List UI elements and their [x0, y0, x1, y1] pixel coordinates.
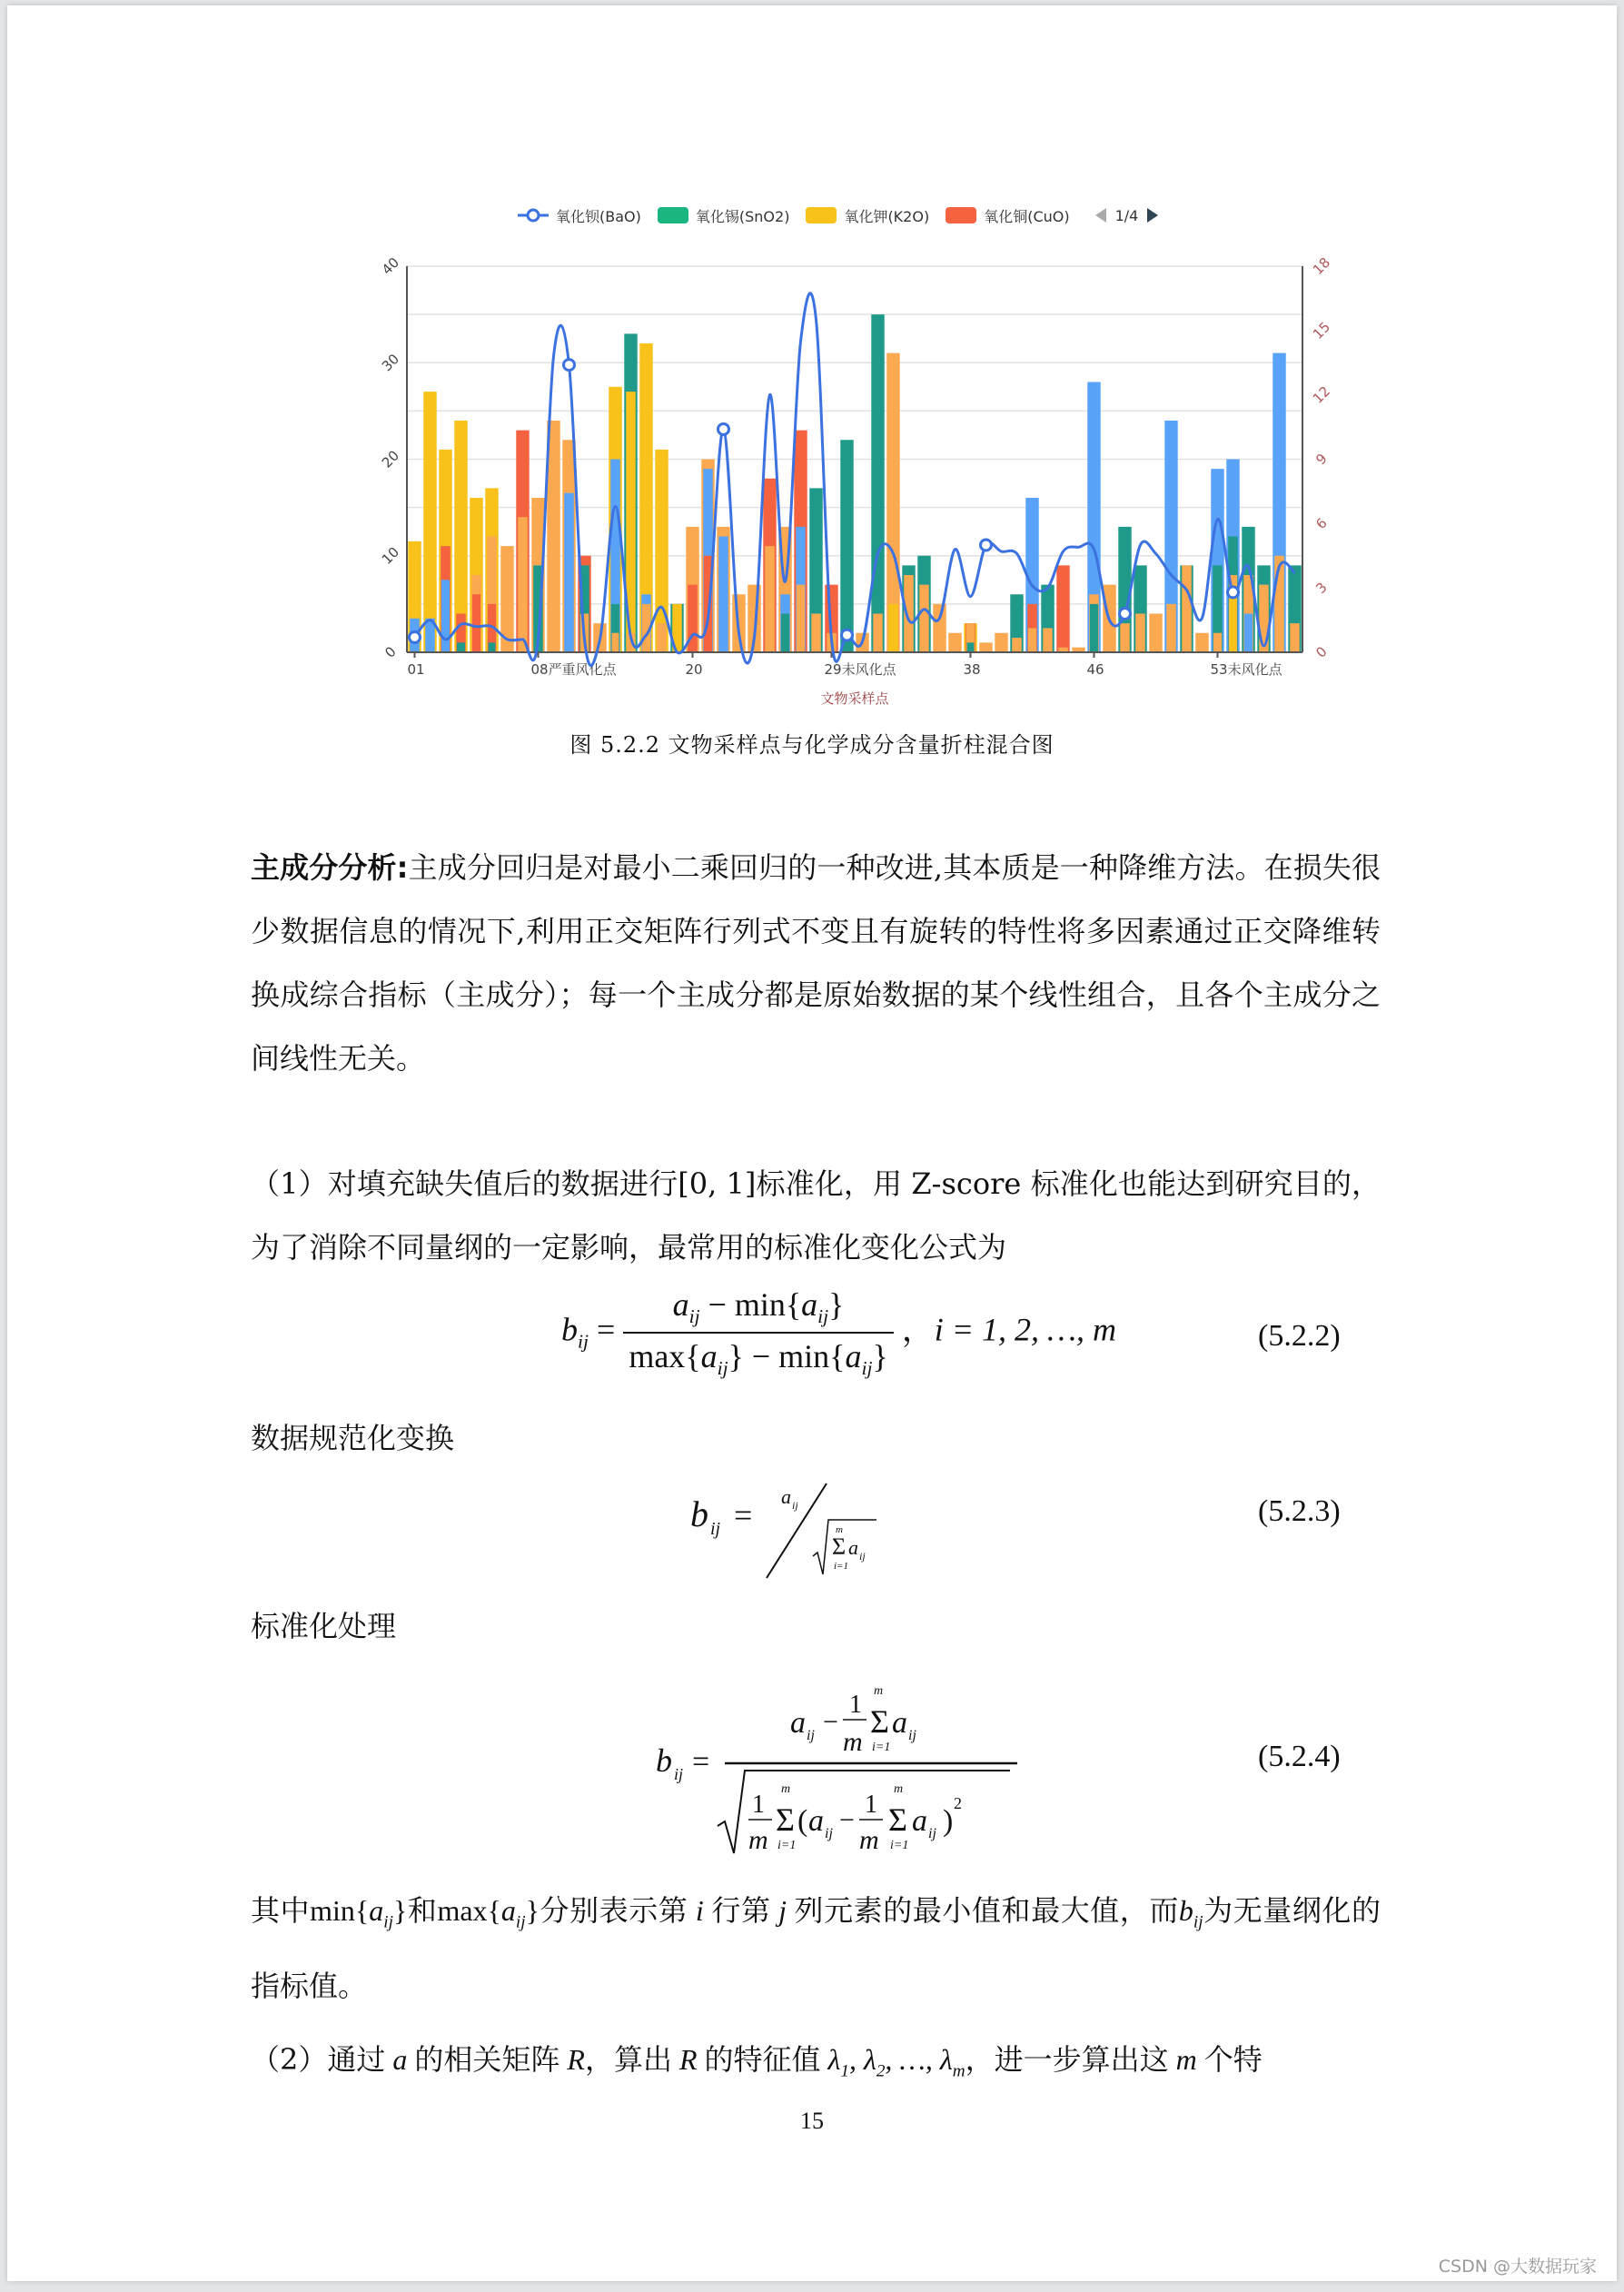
svg-text:1: 1 — [752, 1791, 765, 1819]
paragraph-minmax-explain: 其中$\min\{a_{ij}\}$和$\max\{a_{ij}\}$分别表示第 i 行第 j 列元素的最小值和最大值，而$b_{ij}$为无量纲化的指标值。 — [251, 1893, 1381, 2004]
svg-text:1: 1 — [865, 1791, 877, 1819]
line-marker[interactable] — [1228, 587, 1239, 598]
right-tick-label: 15 — [1309, 318, 1334, 342]
right-tick-label: 12 — [1309, 382, 1334, 407]
svg-text:2: 2 — [954, 1794, 962, 1812]
text: （2）通过 — [251, 2042, 386, 2077]
legend-label: 氧化钡(BaO) — [556, 207, 641, 225]
right-tick-label: 0 — [1312, 643, 1331, 661]
svg-text:): ) — [943, 1804, 954, 1838]
svg-text:a: a — [912, 1804, 927, 1838]
equation-5-2-3 — [690, 1476, 899, 1593]
bar[interactable] — [765, 546, 775, 652]
svg-text:m: m — [836, 1524, 843, 1535]
bar[interactable] — [1135, 614, 1145, 653]
bar[interactable] — [564, 493, 574, 652]
svg-text:ij: ij — [674, 1765, 684, 1783]
line-marker[interactable] — [718, 423, 729, 434]
text: ，算出 — [584, 2042, 672, 2077]
left-tick-label: 40 — [378, 253, 403, 279]
text: 列元素的最小值和最大值，而 — [794, 1893, 1179, 1928]
equation-5-2-4 — [654, 1676, 1035, 1866]
svg-text:b: b — [656, 1742, 672, 1779]
bar[interactable] — [873, 614, 883, 653]
text: ，进一步算出这 — [965, 2042, 1169, 2077]
bao-line[interactable] — [415, 293, 1295, 666]
right-tick-label: 18 — [1309, 253, 1334, 279]
bar[interactable] — [1182, 565, 1192, 652]
svg-text:b: b — [690, 1493, 708, 1534]
svg-text:=: = — [692, 1745, 710, 1779]
legend-label: 氧化锡(SnO2) — [695, 207, 790, 225]
paragraph-step2: （2）通过 a 的相关矩阵 R，算出 R 的特征值 $\lambda_1$, $\lambda_2$, …, $\lambda_m$，进一步算出这 m 个特 — [251, 2042, 1263, 2081]
bar[interactable] — [1195, 633, 1208, 652]
svg-text:Σ: Σ — [870, 1703, 889, 1740]
bar[interactable] — [888, 604, 898, 652]
svg-text:a: a — [848, 1536, 858, 1559]
legend-label: 氧化铜(CuO) — [984, 207, 1070, 225]
x-tick-label: 20 — [685, 661, 703, 678]
svg-text:i=1: i=1 — [890, 1839, 909, 1852]
eq-number: (5.2.3) — [1258, 1494, 1341, 1528]
svg-text:i=1: i=1 — [834, 1561, 848, 1572]
svg-text:ij: ij — [807, 1728, 815, 1743]
svg-text:ij: ij — [792, 1499, 798, 1512]
bar[interactable] — [1166, 604, 1176, 652]
svg-text:a: a — [892, 1706, 907, 1740]
svg-text:ij: ij — [908, 1728, 916, 1743]
bar[interactable] — [423, 392, 436, 652]
line-marker[interactable] — [981, 540, 992, 551]
left-tick-label: 20 — [378, 447, 403, 471]
eq-5-2-3-graphic — [690, 1476, 899, 1585]
bar[interactable] — [979, 642, 992, 652]
bar[interactable] — [871, 314, 884, 652]
step1-text: （1）对填充缺失值后的数据进行[0, 1]标准化，用 Z-score 标准化也能达到研究目的，为了消除不同量纲的一定影响，最常用的标准化变化公式为 — [251, 1166, 1381, 1265]
text: 和 — [407, 1893, 438, 1928]
bar[interactable] — [781, 614, 789, 653]
text: 行第 — [711, 1893, 771, 1928]
bar[interactable] — [1090, 604, 1098, 652]
svg-text:Σ: Σ — [888, 1801, 907, 1838]
bar[interactable] — [1120, 623, 1130, 652]
paragraph-pca — [251, 836, 1381, 1090]
bar[interactable] — [811, 614, 821, 653]
bar[interactable] — [948, 633, 961, 652]
svg-text:ij: ij — [859, 1550, 866, 1563]
pca-heading: 主成分分析: — [251, 850, 409, 885]
bar[interactable] — [1028, 628, 1036, 652]
text: 为无量纲化的指标值。 — [251, 1893, 1381, 2004]
svg-text:i=1: i=1 — [777, 1839, 797, 1852]
text: 个特 — [1203, 2042, 1263, 2077]
line-marker[interactable] — [1120, 609, 1131, 620]
bar[interactable] — [657, 623, 667, 652]
bar[interactable] — [718, 537, 728, 653]
svg-text:ij: ij — [928, 1826, 936, 1841]
x-tick-label: 01 — [407, 661, 425, 678]
bar[interactable] — [1149, 614, 1162, 653]
bar[interactable] — [967, 642, 975, 652]
bar[interactable] — [840, 440, 853, 652]
bar[interactable] — [457, 642, 465, 652]
bar[interactable] — [1244, 614, 1253, 653]
page-number: 15 — [800, 2108, 824, 2134]
svg-text:a: a — [808, 1804, 824, 1838]
svg-text:m: m — [843, 1727, 863, 1757]
x-tick-label: 29未风化点 — [824, 661, 896, 678]
x-tick-label: 08严重风化点 — [530, 661, 617, 678]
paragraph-step1 — [251, 1152, 1381, 1279]
left-tick-label: 30 — [378, 351, 403, 375]
x-tick-label: 53未风化点 — [1210, 661, 1282, 678]
eq-number: (5.2.4) — [1258, 1740, 1341, 1773]
svg-text:m: m — [748, 1825, 768, 1855]
eq1-range: i = 1, 2, …, m — [934, 1311, 1117, 1348]
bar[interactable] — [441, 580, 450, 652]
figure-caption: 图 5.2.2 文物采样点与化学成分含量折柱混合图 — [569, 732, 1055, 758]
label-standardize: 标准化处理 — [251, 1609, 397, 1643]
text: 其中 — [251, 1893, 311, 1928]
bar[interactable] — [1290, 623, 1300, 652]
eq-number: (5.2.2) — [1258, 1319, 1341, 1353]
bar[interactable] — [797, 585, 805, 652]
svg-text:ij: ij — [710, 1519, 721, 1539]
x-axis-title: 文物采样点 — [820, 690, 889, 707]
equation-5-2-2: $b_{ij}$ = $\frac{a_{ij} - \min\{a_{ij}\}}{\max\{a_{ij}\} - \min\{a_{ij}\}}$ ，i = 1, 2, …, m — [561, 1286, 1117, 1380]
pager-text: 1/4 — [1114, 206, 1139, 224]
svg-text:i=1: i=1 — [872, 1741, 891, 1754]
label-transform: 数据规范化变换 — [251, 1421, 455, 1455]
bar[interactable] — [995, 633, 1007, 652]
svg-text:ij: ij — [825, 1826, 833, 1841]
svg-text:m: m — [894, 1782, 904, 1796]
left-tick-label: 10 — [378, 543, 403, 568]
text: 的特征值 — [704, 2042, 821, 2077]
x-tick-label: 46 — [1086, 661, 1104, 678]
svg-text:m: m — [859, 1825, 879, 1855]
svg-text:a: a — [781, 1485, 791, 1508]
bar[interactable] — [1213, 633, 1222, 652]
svg-text:m: m — [781, 1782, 791, 1796]
svg-text:=: = — [734, 1497, 753, 1533]
svg-text:1: 1 — [849, 1691, 862, 1719]
text: 的相关矩阵 — [414, 2042, 560, 2077]
bar[interactable] — [1012, 638, 1022, 652]
line-marker[interactable] — [842, 630, 853, 640]
x-tick-label: 38 — [963, 661, 981, 678]
right-tick-label: 6 — [1312, 514, 1331, 533]
svg-text:−: − — [823, 1707, 838, 1737]
bar[interactable] — [919, 585, 929, 652]
right-tick-label: 3 — [1312, 579, 1331, 597]
bar[interactable] — [489, 642, 496, 652]
bar[interactable] — [472, 594, 480, 652]
svg-text:a: a — [790, 1706, 806, 1740]
svg-text:−: − — [839, 1805, 855, 1835]
svg-text:(: ( — [797, 1804, 808, 1838]
bar[interactable] — [518, 517, 528, 652]
line-marker[interactable] — [410, 631, 421, 642]
left-tick-label: 0 — [381, 643, 400, 661]
svg-text:Σ: Σ — [776, 1801, 795, 1838]
mixed-bar-line-chart — [0, 0, 1624, 727]
eq-5-2-4-graphic — [654, 1676, 1035, 1858]
text: 分别表示第 — [539, 1893, 688, 1928]
svg-text:Σ: Σ — [832, 1533, 847, 1560]
watermark: CSDN @大数据玩家 — [1438, 2257, 1597, 2277]
bar[interactable] — [1056, 565, 1069, 652]
bar[interactable] — [933, 604, 946, 652]
bar[interactable] — [612, 633, 619, 652]
pca-text: 主成分回归是对最小二乘回归的一种改进,其本质是一种降维方法。在损失很少数据信息的情况下,利用正交矩阵行列式不变且有旋转的特性将多因素通过正交降维转换成综合指标（主成分）；每一个主成分都是原始数据的某个线性组合，且各个主成分之间线性无关。 — [251, 850, 1381, 1076]
bar[interactable] — [1043, 628, 1053, 652]
line-marker[interactable] — [564, 360, 575, 371]
svg-text:m: m — [874, 1684, 884, 1698]
legend-label: 氧化钾(K2O) — [844, 207, 930, 225]
right-tick-label: 9 — [1312, 450, 1331, 469]
